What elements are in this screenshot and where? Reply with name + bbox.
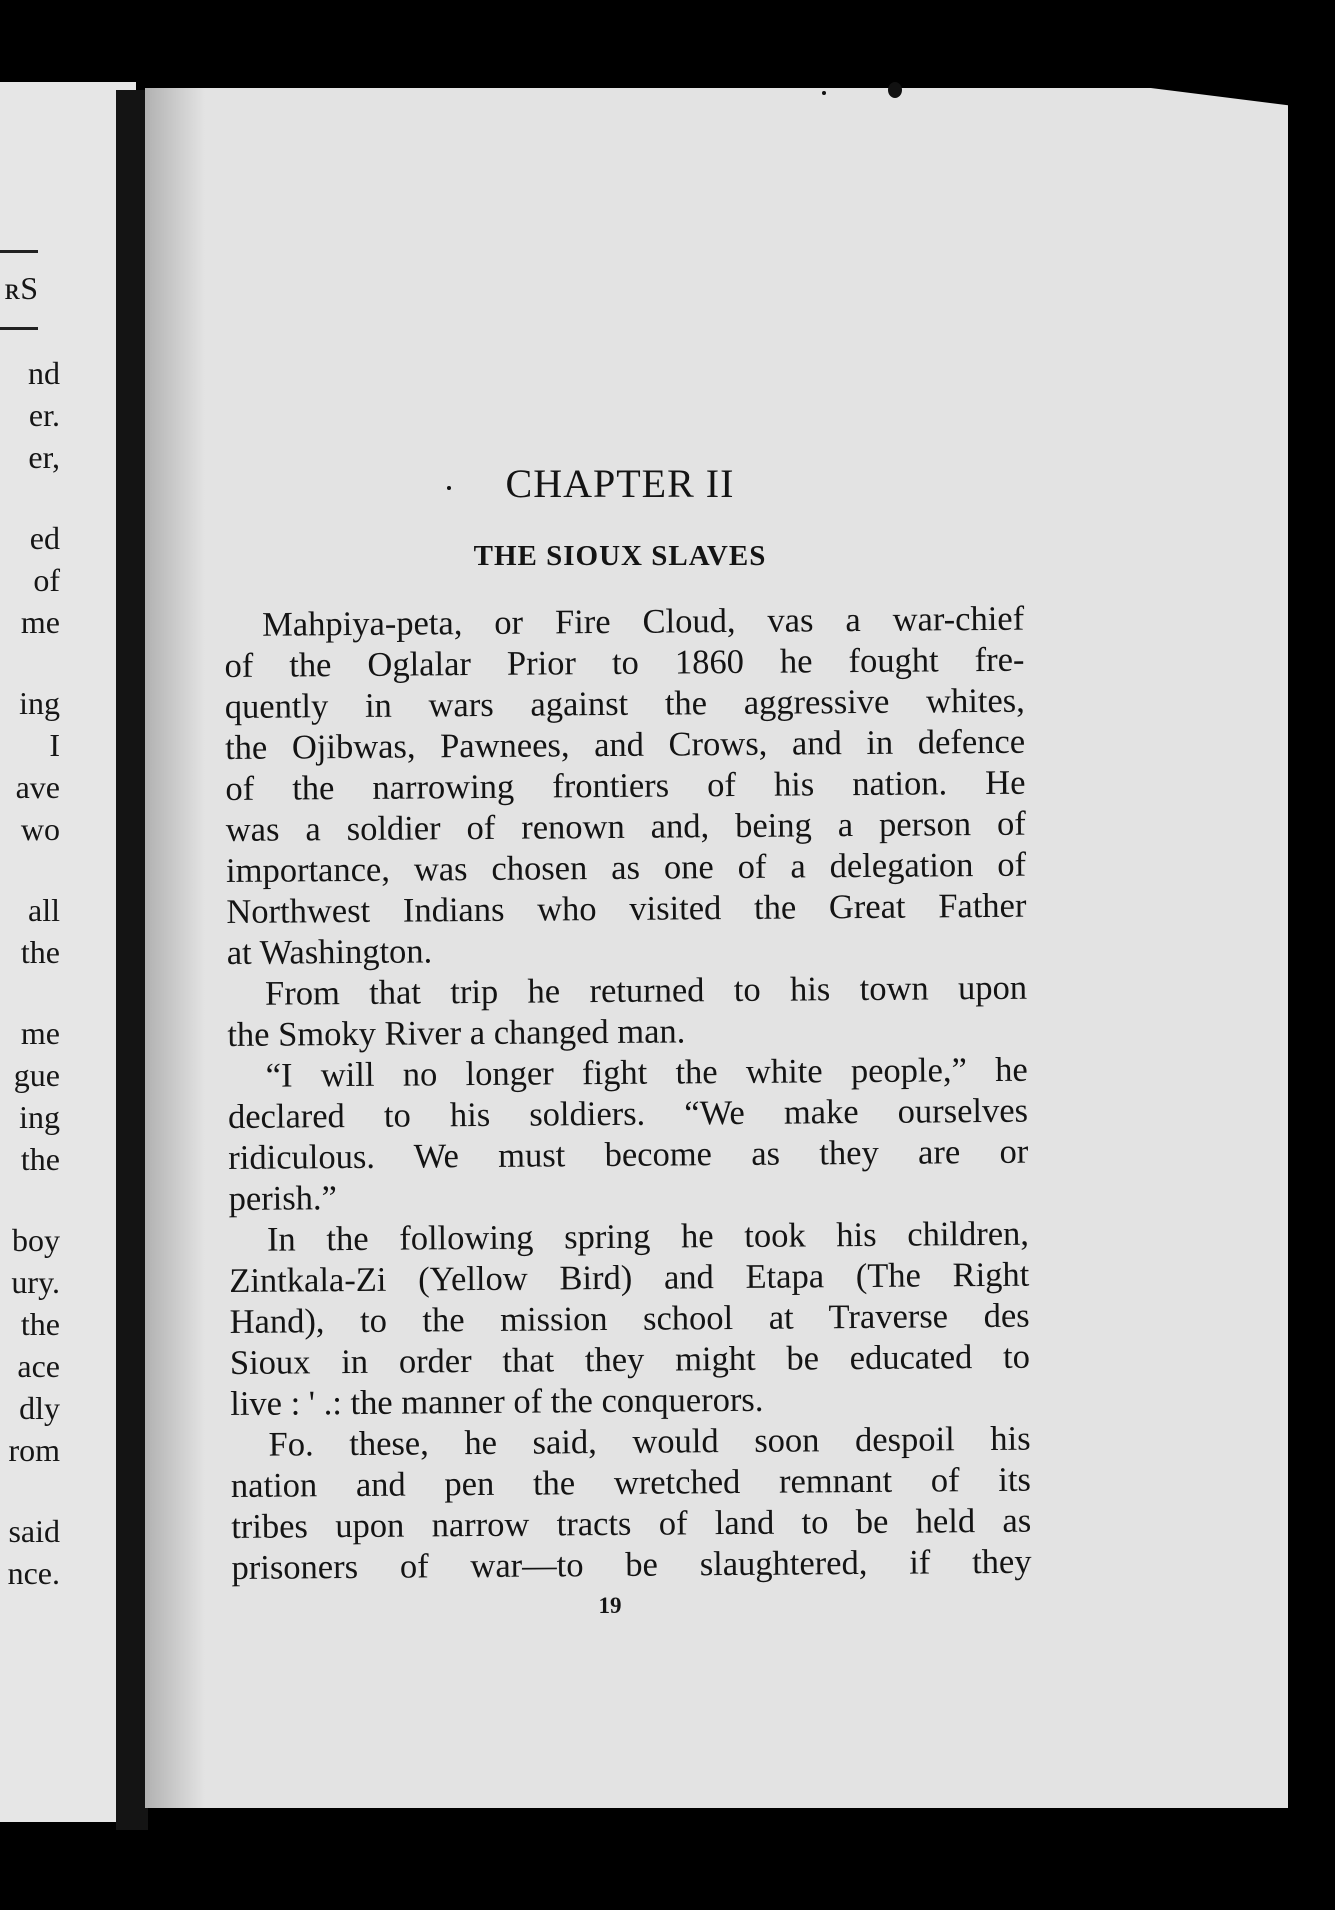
facing-page-fragment: said [8, 1513, 60, 1549]
facing-page-fragment: ʀS [4, 270, 38, 306]
facing-page-fragment: wo [20, 811, 60, 847]
text-line: Sioux in order that they might be educated to [229, 1337, 1031, 1382]
text-line: quently in wars against the aggressive whites, [224, 681, 1025, 726]
text-line: live : ' .: the manner of the conquerors. [230, 1380, 764, 1423]
text-line: Mahpiya-peta, or Fire Cloud, vas a war-chief [262, 599, 1025, 644]
chapter-subtitle: THE SIOUX SLAVES [473, 540, 767, 572]
facing-page-fragment: nd [28, 355, 60, 391]
text-line: Fo. these, he said, would soon despoil his [268, 1419, 1031, 1464]
text-line: declared to his soldiers. “We make ourselves [227, 1091, 1029, 1136]
facing-page-fragment: all [28, 892, 60, 928]
text-line: nation and pen the wretched remnant of its [230, 1460, 1032, 1505]
chapter-heading: CHAPTER II [505, 461, 735, 506]
ink-speck [822, 91, 826, 95]
text-line: the Ojibwas, Pawnees, and Crows, and in defence [224, 722, 1026, 767]
text-line: importance, was chosen as one of a delegation of [225, 845, 1027, 890]
facing-page-fragment: ing [19, 685, 60, 721]
text-line: In the following spring he took his children, [266, 1214, 1030, 1259]
facing-page-fragment: ed [29, 520, 60, 556]
facing-page-fragment: of [33, 562, 60, 598]
text-line: of the Oglalar Prior to 1860 he fought fre- [224, 640, 1025, 685]
text-line: at Washington. [226, 932, 433, 972]
text-line: of the narrowing frontiers of his nation. He [225, 763, 1026, 808]
facing-page-fragment: ace [17, 1348, 60, 1384]
facing-page-fragment: boy [12, 1222, 60, 1258]
facing-page-fragment: the [20, 934, 60, 970]
text-line: “I will no longer fight the white people,” he [265, 1050, 1028, 1095]
facing-page-fragment: me [20, 604, 60, 640]
facing-page-fragment: rom [8, 1432, 60, 1468]
facing-page-fragment: the [20, 1141, 60, 1177]
text-line: prisoners of war—to be slaughtered, if they [231, 1542, 1032, 1587]
facing-page-fragment: ury. [11, 1264, 60, 1300]
text-line: Hand), to the mission school at Traverse des [229, 1296, 1030, 1341]
text-line: Zintkala-Zi (Yellow Bird) and Etapa (The Right [229, 1255, 1030, 1300]
facing-page-fragment: ave [15, 769, 60, 805]
page-edge-shadow [145, 88, 205, 1808]
text-line: perish.” [228, 1179, 338, 1218]
text-line: the Smoky River a changed man. [227, 1012, 686, 1054]
body-text [224, 599, 1032, 1589]
text-line: From that trip he returned to his town upon [264, 968, 1028, 1013]
text-line: ridiculous. We must become as they are or [228, 1132, 1029, 1177]
text-line: tribes upon narrow tracts of land to be held as [231, 1501, 1032, 1546]
facing-page-fragment: I [49, 727, 60, 763]
facing-page-fragment: er, [28, 439, 60, 475]
facing-page-fragment: the [20, 1306, 60, 1342]
text-line: Northwest Indians who visited the Great Father [226, 886, 1027, 931]
facing-page-fragment: dly [19, 1390, 60, 1426]
facing-page-fragment: ing [19, 1099, 60, 1135]
facing-page-rule-top [0, 250, 38, 253]
facing-page-fragment: me [20, 1015, 60, 1051]
page-number: 19 [598, 1593, 622, 1618]
facing-page-fragment: nce. [7, 1555, 60, 1591]
facing-page-fragment: er. [28, 397, 60, 433]
facing-page-rule-bottom [0, 327, 38, 330]
facing-page-fragment: gue [13, 1057, 60, 1093]
ink-speck [888, 82, 902, 98]
book-gutter [116, 90, 148, 1830]
text-line: was a soldier of renown and, being a person of [225, 804, 1026, 849]
